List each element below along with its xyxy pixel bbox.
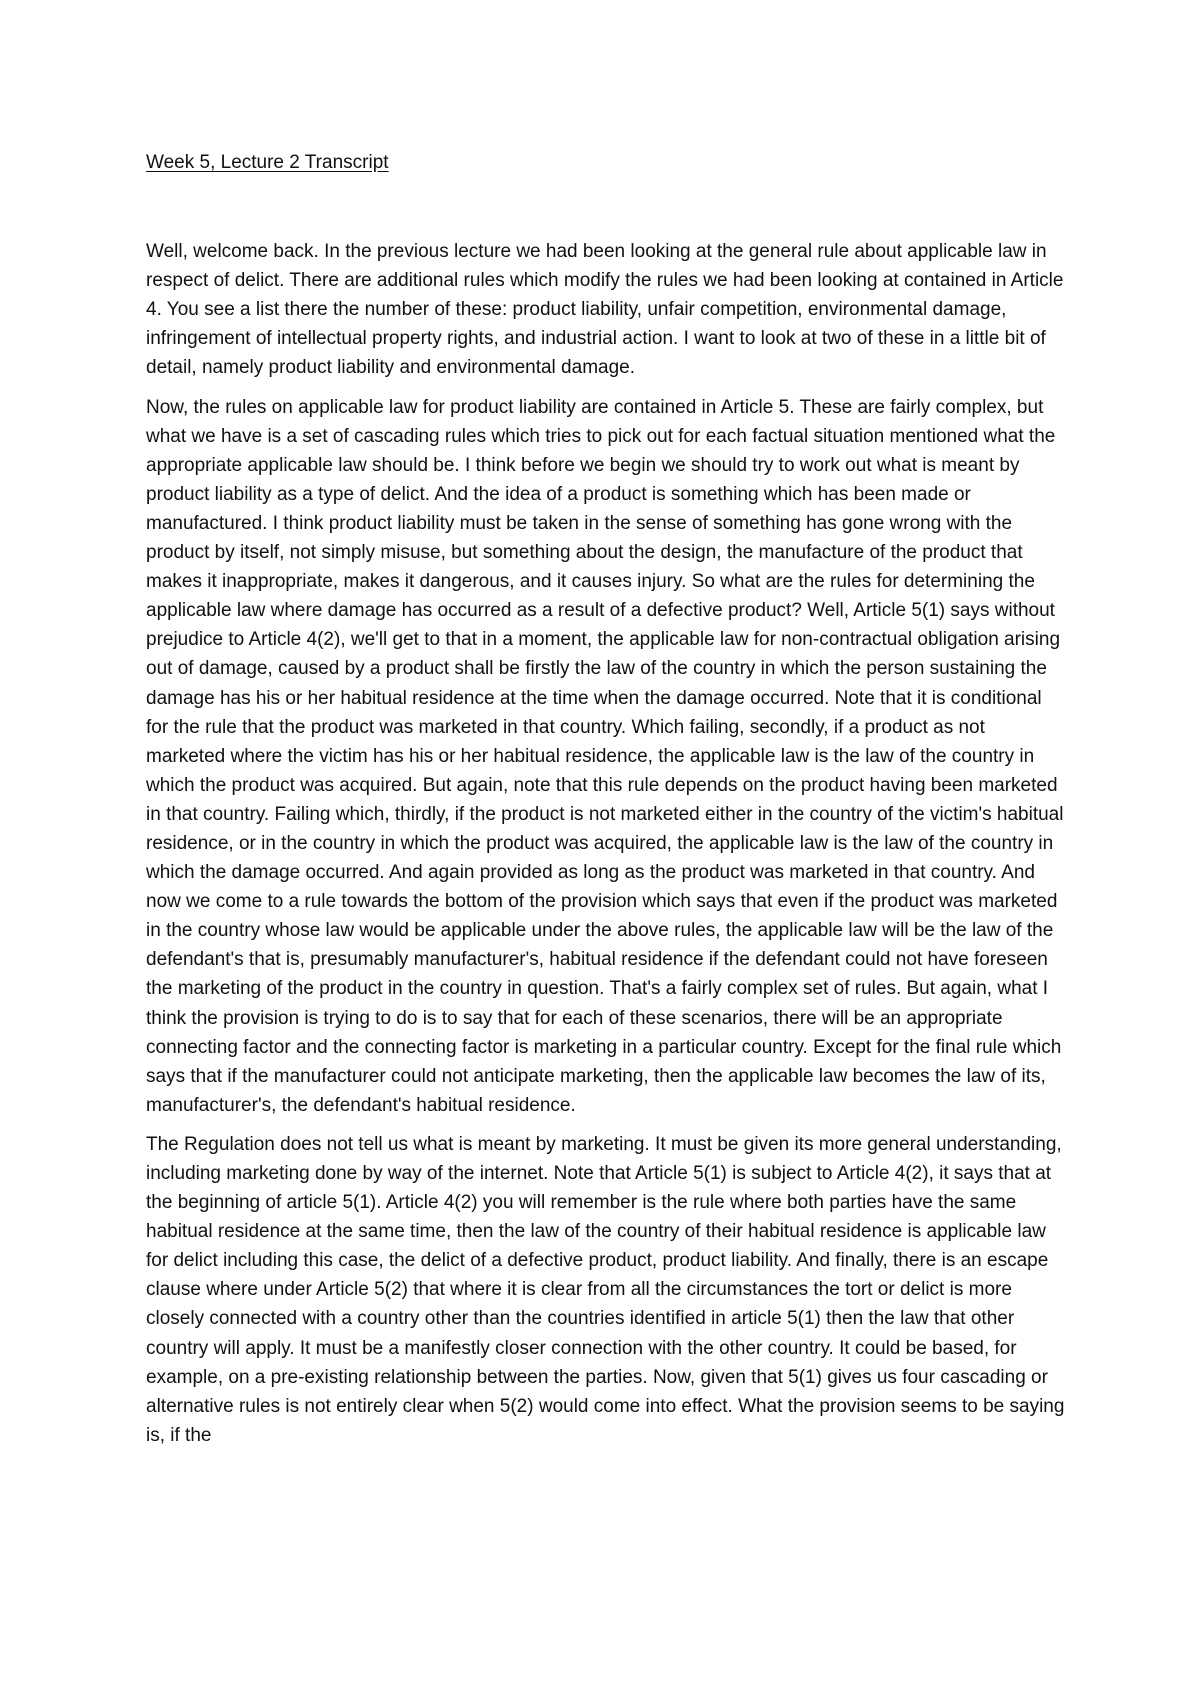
document-title: Week 5, Lecture 2 Transcript: [146, 152, 389, 173]
document-page: [146, 148, 1066, 1460]
paragraph-intro: Well, welcome back. In the previous lecture we had been looking at the general rule about applicable law in respect of delict. There are additional rules which modify the rules we had been looking at contained in Article 4. You see a list there the number of these: product liability, unfair competition, environmental damage, infringement of intellectual property rights, and industrial action. I want to look at two of these in a little bit of detail, namely product liability and environmental damage.: [146, 241, 1064, 379]
paragraph-marketing: The Regulation does not tell us what is meant by marketing. It must be given its more general understanding, including marketing done by way of the internet. Note that Article 5(1) is subject to Article 4(2), it says that at the beginning of article 5(1). Article 4(2) you will remember is the rule where both parties have the same habitual residence at the same time, then the law of the country of their habitual residence is applicable law for delict including this case, the delict of a defective product, product liability. And finally, there is an escape clause where under Article 5(2) that where it is clear from all the circumstances the tort or delict is more closely connected with a country other than the countries identified in article 5(1) then the law that other country will apply. It must be a manifestly closer connection with the other country. It could be based, for example, on a pre-existing relationship between the parties. Now, given that 5(1) gives us four cascading or alternative rules is not entirely clear when 5(2) would come into effect. What the provision seems to be saying is, if the: [146, 1133, 1065, 1446]
paragraph-product-liability: Now, the rules on applicable law for product liability are contained in Article 5. These are fairly complex, but what we have is a set of cascading rules which tries to pick out for each factual situation mentioned what the appropriate applicable law should be. I think before we begin we should try to work out what is meant by product liability as a type of delict. And the idea of a product is something which has been made or manufactured. I think product liability must be taken in the sense of something has gone wrong with the product by itself, not simply misuse, but something about the design, the manufacture of the product that makes it inappropriate, makes it dangerous, and it causes injury. So what are the rules for determining the applicable law where damage has occurred as a result of a defective product? Well, Article 5(1) says without prejudice to Article 4(2), we'll get to that in a moment, the applicable law for non-contractual obligation arising out of damage, caused by a product shall be firstly the law of the country in which the person sustaining the damage has his or her habitual residence at the time when the damage occurred. Note that it is conditional for the rule that the product was marketed in that country. Which failing, secondly, if a product as not marketed where the victim has his or her habitual residence, the applicable law is the law of the country in which the product was acquired. But again, note that this rule depends on the product having been marketed in that country. Failing which, thirdly, if the product is not marketed either in the country of the victim's habitual residence, or in the country in which the product was acquired, the applicable law is the law of the country in which the damage occurred. And again provided as long as the product was marketed in that country. And now we come to a rule towards the bottom of the provision which says that even if the product was marketed in the country whose law would be applicable under the above rules, the applicable law will be the law of the defendant's that is, presumably manufacturer's, habitual residence if the defendant could not have foreseen the marketing of the product in the country in question. That's a fairly complex set of rules. But again, what I think the provision is trying to do is to say that for each of these scenarios, there will be an appropriate connecting factor and the connecting factor is marketing in a particular country. Except for the final rule which says that if the manufacturer could not anticipate marketing, then the applicable law becomes the law of its, manufacturer's, the defendant's habitual residence.: [146, 396, 1064, 1116]
